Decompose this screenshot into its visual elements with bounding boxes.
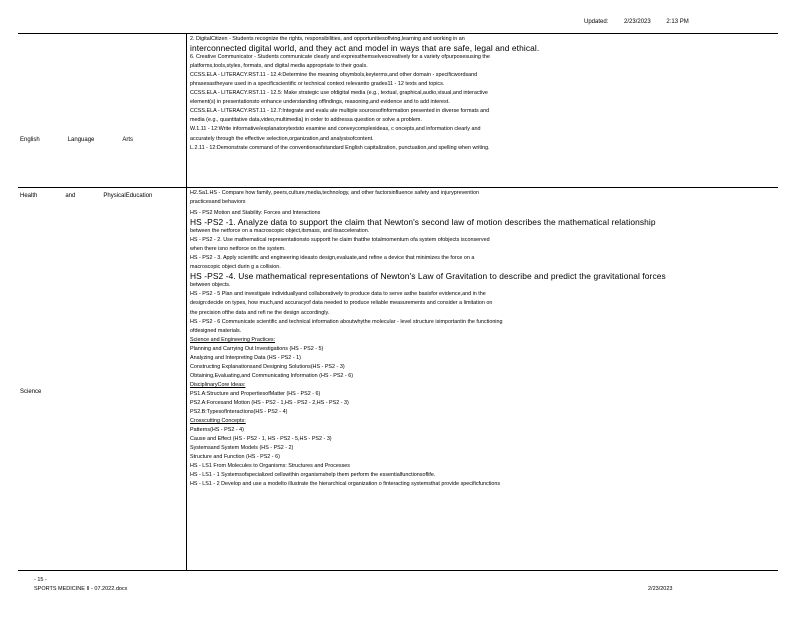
standard-line: 6. Creative Communicator - Students communicate clearly and expressthemselvescreatively for a variety ofpurposesusing the: [190, 54, 490, 61]
subject-science: Science: [20, 389, 42, 395]
updated-time: 2:13 PM: [666, 19, 689, 25]
standard-line: the precision ofthe data and refi ne the design accordingly.: [190, 309, 330, 316]
standard-line: HS - PS2 - 2. Use mathematical representationsto supportt he claim thatthe totalmomentum ofa system ofobjects isconserved: [190, 237, 490, 244]
updated-date: 2/23/2023: [624, 19, 651, 25]
standard-line: media (e.g., quantitative data,video,multimedia) in order to addressa question or solve a problem.: [190, 117, 422, 124]
standard-line: 2. DigitalCitizen - Students recognize the rights, responsibilities, and opportunitiesoflving,learning and working in an: [190, 36, 465, 42]
standard-line: PS2.B:TypesofInteractions(HS - PS2 - 4): [190, 409, 288, 416]
standard-line: phrasesastheyare used in a specificscientific or technical context relevantto grades11 - 12 texts and topics.: [190, 81, 445, 88]
standard-line: HS - PS2 Motion and Stability: Forces and Interactions: [190, 210, 321, 216]
subject-english: English Language Arts: [20, 137, 134, 143]
page-header: [584, 19, 703, 25]
standard-line: platforms,tools,styles, formats, and digital media appropriate to their goals.: [190, 63, 368, 70]
standard-line: H2.Sa1.HS - Compare how family, peers,culture,media,technology, and other factorsinfluence safety and injuryprevention: [190, 190, 479, 196]
standard-line: DisciplinaryCore Ideas:: [190, 381, 246, 388]
standard-line: element(s) in presentationsto enhance understanding offindings, reasoning,and evidence and to add interest.: [190, 99, 450, 106]
row-divider: [18, 187, 778, 188]
standard-line: Cause and Effect (HS - PS2 - 1, HS - PS2 - 5,HS - PS2 - 3): [190, 436, 332, 443]
standard-line: when there isno netforce on the system.: [190, 246, 286, 253]
standard-line: HS -PS2 -1. Analyze data to support the claim that Newton's second law of motion describes the mathematical relationship: [190, 218, 656, 228]
standards-table: [18, 33, 778, 571]
footer-date: 2/23/2023: [648, 586, 673, 592]
footer-docname: SPORTS MEDICINE II - 07.2022.docx: [34, 586, 128, 592]
standard-line: HS - LS1 From Molecules to Organisms: Structures and Processes: [190, 463, 350, 470]
standard-line: accurately through the effective selection,organization,and analysisofcontent.: [190, 135, 374, 142]
standard-line: between objects.: [190, 282, 231, 289]
standard-line: HS - LS1 - 1 Systemsofspecialized cellswithin organismshelp them perform the essentialfunctionsoflife.: [190, 472, 436, 479]
standard-line: Planning and Carrying Out Investigations (HS - PS2 - 5): [190, 345, 324, 352]
standard-line: Structure and Function (HS - PS2 - 6): [190, 454, 280, 461]
standard-line: Crosscutting Concepts:: [190, 418, 246, 425]
standard-line: HS - LS1 - 2 Develop and use a modelto illustrate the hierarchical organization o finteracting systemsthat provide specificfunctions: [190, 481, 501, 488]
standard-line: PS1.A:Structure and PropertiesofMatter (HS - PS2 - 6): [190, 390, 321, 397]
standard-line: design:decide on types, how much,and accuracyof data needed to produce reliable measurements and consider a limitation on: [190, 300, 493, 307]
standard-line: Obtaining,Evaluating,and Communicating Information (HS - PS2 - 6): [190, 372, 353, 379]
standard-line: W.1.11 - 12:Write informative/explanatorytextsto examine and conveycomplexideas, c oncepts,and information clearly and: [190, 126, 481, 133]
standard-line: interconnected digital world, and they act and model in ways that are safe, legal and ethical.: [190, 44, 540, 54]
standard-line: HS - PS2 - 5 Plan and investigate individuallyand collaboratively to produce data to serve asthe basisfor evidence,and in the: [190, 291, 486, 298]
standard-line: between the netforce on a macroscopic object,itsmass, and itsacceleration.: [190, 228, 370, 235]
table-bottom-border: [18, 570, 778, 571]
health-standards: [190, 189, 776, 207]
standard-line: Systemsand System Models (HS - PS2 - 2): [190, 445, 294, 452]
standard-line: Constructing Explanationsand Designing Solutions(HS - PS2 - 3): [190, 363, 345, 370]
standard-line: HS -PS2 -4. Use mathematical representations of Newton's Law of Gravitation to describe and predict the gravitational forces: [190, 272, 666, 282]
standard-line: PS2.A:Forcesand Motion (HS - PS2 - 1,HS - PS2 - 2,HS - PS2 - 3): [190, 399, 349, 406]
english-standards: [190, 35, 776, 153]
column-divider: [186, 33, 187, 570]
standard-line: Analyzing and Interpreting Data (HS - PS2 - 1): [190, 354, 301, 361]
table-top-border: [18, 33, 778, 34]
standard-line: practicesand behaviors: [190, 199, 246, 206]
science-standards: [190, 209, 776, 489]
standard-line: HS - PS2 - 3. Apply scientific and engineering ideasto design,evaluate,and refine a device that minimizes the force on a: [190, 255, 475, 262]
standard-line: Science and Engineering Practices:: [190, 336, 276, 343]
standard-line: CCSS.ELA - LITERACY.RST.11 - 12.7:Integrate and evalu ate multiple sourcesofinformation presented in diverse formats and: [190, 108, 490, 115]
standard-line: HS - PS2 - 6 Communicate scientific and technical information aboutwhythe molecular - level structure isimportantin the functioning: [190, 318, 503, 325]
standard-line: macroscopic object durin g a collision.: [190, 264, 281, 271]
standard-line: ofdesigned materials.: [190, 327, 242, 334]
updated-label: Updated:: [584, 19, 609, 25]
standard-line: CCSS.ELA - LITERACY.RST.11 - 12.5: Make strategic use ofdigital media (e.g., textual, graphical,audio,visual,and interactive: [190, 90, 488, 97]
subject-health: Health and PhysicalEducation: [20, 193, 153, 199]
standard-line: Patterns(HS - PS2 - 4): [190, 427, 244, 434]
standard-line: CCSS.ELA - LITERACY.RST.11 - 12.4:Determine the meaning ofsymbols,keyterms,and other domain - specificwordsand: [190, 72, 478, 79]
standard-line: L.2.11 - 12:Demonstrate command of the conventionsofstandard English capitalization, punctuation,and spelling when writing.: [190, 144, 490, 151]
page-number: - 15 -: [34, 577, 47, 583]
